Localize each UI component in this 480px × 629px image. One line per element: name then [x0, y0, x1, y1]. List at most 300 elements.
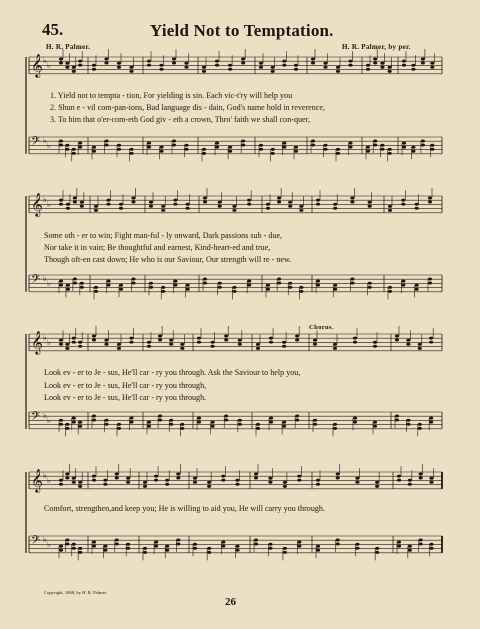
note-head [184, 148, 188, 151]
note-head [92, 64, 96, 67]
note-head [388, 152, 392, 155]
note-head [429, 481, 433, 484]
note-head [373, 62, 377, 65]
note-head [104, 339, 108, 342]
note-head [165, 479, 169, 482]
note-head [411, 64, 415, 67]
note-head [380, 148, 384, 151]
note-head [259, 62, 263, 65]
note-head [180, 423, 184, 426]
note-head [129, 341, 133, 344]
note-head [421, 62, 425, 65]
note-head [418, 347, 422, 350]
note-head [316, 479, 320, 482]
note-head [106, 280, 110, 283]
note-head [169, 423, 173, 426]
note-head [66, 288, 70, 291]
note-head [295, 415, 299, 418]
treble-clef: 𝄞 [31, 192, 43, 216]
note-head [313, 343, 317, 346]
note-head [395, 419, 399, 422]
note-head [149, 286, 153, 289]
note-head [92, 146, 96, 149]
note-head [65, 477, 69, 480]
note-head [202, 148, 206, 151]
note-head [373, 140, 377, 143]
note-head [388, 205, 392, 208]
note-head [283, 481, 287, 484]
note-head [119, 207, 123, 210]
note-head [159, 64, 163, 67]
note-head [129, 337, 133, 340]
note-head [259, 148, 263, 151]
note-head [350, 197, 354, 200]
note-head [115, 473, 119, 476]
note-head [235, 479, 239, 482]
note-head [247, 199, 251, 202]
note-head [238, 343, 242, 346]
note-head [203, 282, 207, 285]
note-head [92, 541, 96, 544]
note-head [366, 64, 370, 67]
note-head [117, 347, 121, 350]
note-head [193, 547, 197, 550]
note-head [323, 62, 327, 65]
note-head [282, 146, 286, 149]
note-head [59, 199, 63, 202]
note-head [92, 479, 96, 482]
note-head [228, 146, 232, 149]
note-head [193, 481, 197, 484]
note-head [94, 290, 98, 293]
note-head [72, 421, 76, 424]
note-head [80, 286, 84, 289]
note-head [158, 415, 162, 418]
note-head [103, 549, 107, 552]
note-head [388, 70, 392, 73]
note-head [266, 284, 270, 287]
note-head [366, 146, 370, 149]
note-head [184, 144, 188, 147]
note-head [297, 545, 301, 548]
note-head [117, 423, 121, 426]
note-head [104, 140, 108, 143]
note-head [355, 543, 359, 546]
note-head [350, 201, 354, 204]
note-head [368, 286, 372, 289]
page-number: 26 [225, 596, 236, 608]
note-head [147, 146, 151, 149]
note-head [401, 280, 405, 283]
note-head [271, 148, 275, 151]
note-head [368, 282, 372, 285]
note-head [224, 419, 228, 422]
note-head [126, 477, 130, 480]
note-head [299, 286, 303, 289]
note-head [66, 207, 70, 210]
note-head [406, 339, 410, 342]
note-head [397, 541, 401, 544]
note-head [197, 341, 201, 344]
lyric-line: Some oth - er to win; Fight man-ful - ly onward, Dark passions sub - due, [44, 231, 283, 240]
note-head [215, 146, 219, 149]
note-head [218, 205, 222, 208]
note-head [126, 547, 130, 550]
note-head [366, 150, 370, 153]
note-head [147, 60, 151, 63]
note-head [421, 58, 425, 61]
note-head [313, 419, 317, 422]
note-head [173, 203, 177, 206]
note-head [65, 148, 69, 151]
note-head [129, 417, 133, 420]
note-head [235, 483, 239, 486]
note-head [297, 541, 301, 544]
note-head [129, 70, 133, 73]
note-head [207, 551, 211, 554]
note-head [277, 197, 281, 200]
note-head [104, 144, 108, 147]
note-head [159, 146, 163, 149]
note-head [373, 341, 377, 344]
note-head [211, 345, 215, 348]
note-head [59, 545, 63, 548]
lyric-line: 2. Shun e - vil com-pan-ions, Bad language dis - dain, God's name hold in reverence, [50, 103, 326, 112]
note-head [238, 339, 242, 342]
note-head [143, 547, 147, 550]
note-head [282, 341, 286, 344]
note-head [419, 539, 423, 542]
note-head [117, 144, 121, 147]
note-head [143, 481, 147, 484]
note-head [78, 485, 82, 488]
note-head [395, 339, 399, 342]
note-head [158, 339, 162, 342]
note-head [415, 207, 419, 210]
note-head [165, 549, 169, 552]
note-head [259, 144, 263, 147]
note-head [316, 545, 320, 548]
note-head [388, 286, 392, 289]
note-head [59, 284, 63, 287]
note-head [117, 343, 121, 346]
note-head [92, 475, 96, 478]
note-head [218, 286, 222, 289]
note-head [147, 142, 151, 145]
note-head [283, 551, 287, 554]
note-head [266, 207, 270, 210]
note-head [282, 425, 286, 428]
note-head [172, 140, 176, 143]
note-head [348, 64, 352, 67]
note-head [147, 425, 151, 428]
note-head [333, 347, 337, 350]
note-head [104, 423, 108, 426]
note-head [117, 66, 121, 69]
chorus-label: Chorus. [309, 324, 335, 331]
note-head [72, 547, 76, 550]
flat-sign: ♭ [43, 411, 47, 420]
note-head [154, 475, 158, 478]
note-head [311, 140, 315, 143]
note-head [129, 148, 133, 151]
note-head [282, 421, 286, 424]
note-head [59, 479, 63, 482]
note-head [428, 201, 432, 204]
note-head [419, 543, 423, 546]
note-head [117, 427, 121, 430]
note-head [173, 284, 177, 287]
note-head [131, 278, 135, 281]
flat-sign: ♭ [47, 279, 51, 288]
note-head [282, 345, 286, 348]
note-head [429, 337, 433, 340]
note-head [353, 417, 357, 420]
lyric-line: Nor take it in vain; Be thoughtful and earnest, Kind-heart-ed and true, [44, 243, 271, 252]
flat-sign: ♭ [43, 535, 47, 544]
lyric-line: Though oft-en cast down; He who is our Saviour, Our strength will re - new. [44, 255, 292, 264]
note-head [388, 209, 392, 212]
note-head [176, 473, 180, 476]
note-head [232, 286, 236, 289]
note-head [268, 543, 272, 546]
note-head [313, 423, 317, 426]
note-head [232, 205, 236, 208]
note-head [92, 415, 96, 418]
note-head [104, 62, 108, 65]
note-head [59, 483, 63, 486]
note-head [221, 541, 225, 544]
lyric-line: 1. Yield not to tempta - tion, For yielding is sin. Each vic-t'ry will help you [50, 91, 293, 100]
lyric-line: Look ev - er to Je - sus, He'll car - ry you through. [44, 393, 207, 402]
note-head [333, 343, 337, 346]
lyric-line: Look ev - er to Je - sus, He'll car - ry you through. Ask the Saviour to help you, [44, 368, 301, 377]
note-head [336, 148, 340, 151]
note-head [397, 479, 401, 482]
note-head [211, 421, 215, 424]
note-head [65, 423, 69, 426]
note-head [72, 341, 76, 344]
note-head [388, 148, 392, 151]
flat-sign: ♭ [47, 61, 51, 70]
flat-sign: ♭ [47, 338, 51, 347]
note-head [172, 62, 176, 65]
note-head [106, 203, 110, 206]
note-head [241, 58, 245, 61]
note-head [65, 473, 69, 476]
note-head [269, 421, 273, 424]
note-head [104, 419, 108, 422]
note-head [336, 539, 340, 542]
note-head [411, 146, 415, 149]
note-head [311, 58, 315, 61]
note-head [429, 421, 433, 424]
note-head [149, 282, 153, 285]
note-head [59, 549, 63, 552]
note-head [355, 481, 359, 484]
note-head [348, 142, 352, 145]
note-head [259, 66, 263, 69]
note-head [297, 475, 301, 478]
note-head [247, 280, 251, 283]
note-head [299, 290, 303, 293]
note-head [59, 62, 63, 65]
note-head [415, 288, 419, 291]
note-head [406, 343, 410, 346]
note-head [323, 66, 327, 69]
note-head [355, 477, 359, 480]
note-head [353, 421, 357, 424]
note-head [154, 479, 158, 482]
note-head [268, 477, 272, 480]
note-head [165, 483, 169, 486]
note-head [397, 545, 401, 548]
note-head [428, 197, 432, 200]
note-head [72, 152, 76, 155]
note-head [169, 343, 173, 346]
credit-permission: H. R. Palmer, by per. [342, 43, 411, 51]
note-head [94, 209, 98, 212]
note-head [373, 144, 377, 147]
note-head [173, 199, 177, 202]
note-head [256, 423, 260, 426]
note-head [176, 539, 180, 542]
note-head [221, 475, 225, 478]
note-head [176, 543, 180, 546]
note-head [430, 66, 434, 69]
note-head [375, 551, 379, 554]
note-head [368, 201, 372, 204]
note-head [65, 543, 69, 546]
note-head [323, 148, 327, 151]
note-head [119, 288, 123, 291]
note-head [78, 547, 82, 550]
note-head [408, 479, 412, 482]
note-head [72, 337, 76, 340]
note-head [66, 284, 70, 287]
note-head [355, 547, 359, 550]
bass-clef: 𝄢 [31, 534, 41, 550]
note-head [295, 339, 299, 342]
note-head [176, 477, 180, 480]
note-head [172, 58, 176, 61]
note-head [73, 278, 77, 281]
note-head [375, 485, 379, 488]
note-head [283, 485, 287, 488]
note-head [78, 481, 82, 484]
note-head [294, 146, 298, 149]
note-head [78, 341, 82, 344]
flat-sign: ♭ [43, 136, 47, 145]
note-head [211, 341, 215, 344]
note-head [254, 543, 258, 546]
note-head [380, 66, 384, 69]
note-head [154, 545, 158, 548]
note-head [402, 64, 406, 67]
note-head [161, 286, 165, 289]
note-head [348, 146, 352, 149]
flat-sign: ♭ [47, 416, 51, 425]
note-head [277, 278, 281, 281]
note-head [207, 481, 211, 484]
note-head [228, 150, 232, 153]
note-head [161, 205, 165, 208]
note-head [238, 423, 242, 426]
note-head [266, 288, 270, 291]
note-head [269, 341, 273, 344]
note-head [215, 60, 219, 63]
note-head [316, 549, 320, 552]
note-head [228, 68, 232, 71]
note-head [271, 66, 275, 69]
note-head [268, 481, 272, 484]
note-head [65, 144, 69, 147]
note-head [266, 203, 270, 206]
note-head [297, 479, 301, 482]
note-head [202, 152, 206, 155]
note-head [256, 343, 260, 346]
note-head [92, 339, 96, 342]
note-head [288, 205, 292, 208]
note-head [429, 547, 433, 550]
note-head [430, 62, 434, 65]
note-head [429, 477, 433, 480]
note-head [72, 543, 76, 546]
note-head [429, 417, 433, 420]
note-head [256, 347, 260, 350]
note-head [211, 425, 215, 428]
note-head [316, 284, 320, 287]
note-head [268, 547, 272, 550]
lyric-line: Look ev - er to Je - sus, He'll car - ry you through, [44, 381, 207, 390]
note-head [72, 417, 76, 420]
note-head [149, 201, 153, 204]
note-head [254, 477, 258, 480]
note-head [238, 419, 242, 422]
note-head [336, 70, 340, 73]
note-head [348, 60, 352, 63]
note-head [78, 421, 82, 424]
note-head [115, 539, 119, 542]
note-head [429, 341, 433, 344]
treble-clef: 𝄞 [31, 468, 43, 492]
note-head [117, 148, 121, 151]
note-head [72, 70, 76, 73]
note-head [94, 205, 98, 208]
note-head [186, 207, 190, 210]
note-head [311, 62, 315, 65]
note-head [59, 423, 63, 426]
hymn-title: Yield Not to Temptation. [150, 21, 334, 40]
note-head [186, 203, 190, 206]
note-head [92, 545, 96, 548]
note-head [247, 203, 251, 206]
note-head [161, 209, 165, 212]
flat-sign: ♭ [43, 333, 47, 342]
note-head [283, 547, 287, 550]
note-head [66, 203, 70, 206]
note-head [203, 197, 207, 200]
note-head [288, 286, 292, 289]
note-head [103, 479, 107, 482]
note-head [311, 144, 315, 147]
lyric-line: Comfort, strengthen,and keep you; He is willing to aid you, He will carry you through. [44, 504, 325, 513]
note-head [368, 205, 372, 208]
note-head [131, 282, 135, 285]
note-head [418, 427, 422, 430]
note-head [294, 68, 298, 71]
note-head [103, 483, 107, 486]
